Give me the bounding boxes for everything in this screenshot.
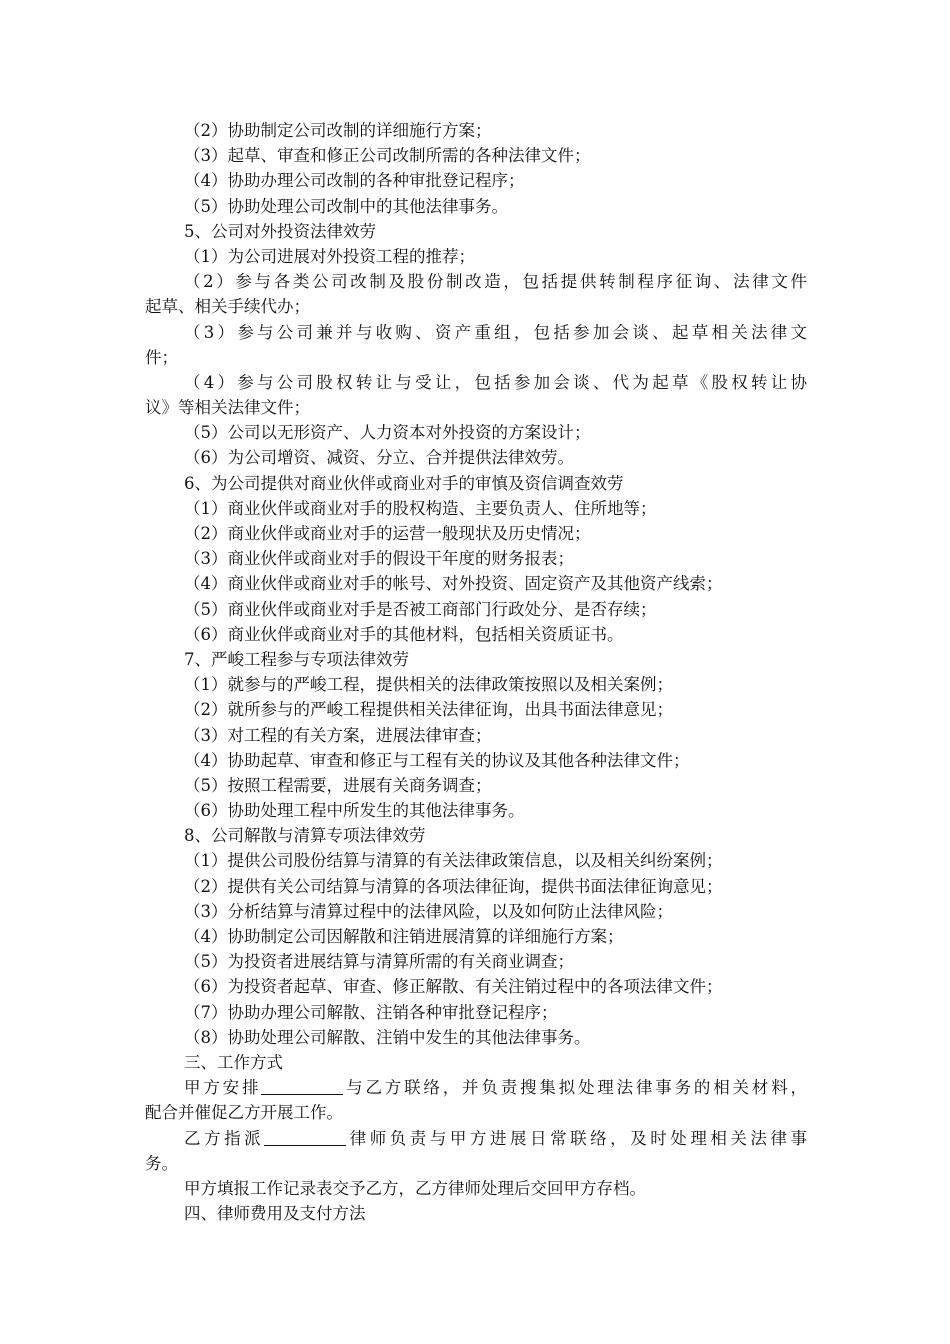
list-item: （2）参与各类公司改制及股份制改造，包括提供转制程序征询、法律文件: [184, 272, 807, 292]
list-item: （3）参与公司兼并与收购、资产重组，包括参加会谈、起草相关法律文: [184, 322, 807, 342]
list-item: （3）对工程的有关方案，进展法律审查；: [184, 725, 492, 745]
list-item: （5）协助处理公司改制中的其他法律事务。: [184, 196, 508, 216]
list-item: （3）商业伙伴或商业对手的假设干年度的财务报表；: [184, 549, 574, 569]
list-item: （1）提供公司股份结算与清算的有关法律政策信息，以及相关纠纷案例；: [184, 851, 723, 871]
list-item: （4）商业伙伴或商业对手的帐号、对外投资、固定资产及其他资产线索；: [184, 574, 723, 594]
section-heading: 四、律师费用及支付方法: [184, 1204, 366, 1224]
list-item: （6）为公司增资、减资、分立、合并提供法律效劳。: [184, 448, 574, 468]
text-fragment: 甲方安排: [184, 1078, 262, 1098]
text-fragment: 乙方指派: [184, 1128, 265, 1148]
list-item: （4）协助起草、审查和修正与工程有关的协议及其他各种法律文件；: [184, 750, 690, 770]
list-item: （3）起草、审查和修正公司改制所需的各种法律文件；: [184, 146, 591, 166]
list-item: （5）公司以无形资产、人力资本对外投资的方案设计；: [184, 423, 591, 443]
list-item-continuation: 件；: [145, 347, 178, 367]
list-item: （1）为公司进展对外投资工程的推荐；: [184, 246, 475, 266]
paragraph-work-record: 甲方填报工作记录表交予乙方，乙方律师处理后交回甲方存档。: [184, 1178, 646, 1198]
document-body: [145, 118, 807, 1075]
list-item: （5）为投资者进展结算与清算所需的有关商业调查；: [184, 952, 574, 972]
section-heading: 8、公司解散与清算专项法律效劳: [184, 826, 426, 846]
list-item: （3）分析结算与清算过程中的法律风险，以及如何防止法律风险；: [184, 901, 673, 921]
section-heading: 三、工作方式: [184, 1052, 283, 1072]
list-item-continuation: 议》等相关法律文件；: [145, 398, 310, 418]
list-item: （5）按照工程需要，进展有关商务调查；: [184, 775, 492, 795]
fill-in-blank: [261, 1077, 343, 1095]
paragraph-continuation: 务。: [145, 1153, 178, 1173]
list-item: （8）协助处理公司解散、注销中发生的其他法律事务。: [184, 1027, 591, 1047]
list-item: （6）为投资者起草、审查、修正解散、有关注销过程中的各项法律文件；: [184, 977, 723, 997]
list-item: （2）协助制定公司改制的详细施行方案；: [184, 121, 492, 140]
paragraph-contact-a: [145, 1075, 807, 1100]
list-item: （6）协助处理工程中所发生的其他法律事务。: [184, 801, 525, 821]
list-item: （4）协助制定公司因解散和注销进展清算的详细施行方案；: [184, 927, 624, 946]
list-item: （1）就参与的严峻工程，提供相关的法律政策按照以及相关案例；: [184, 675, 673, 695]
list-item-continuation: 起草、相关手续代办；: [145, 297, 310, 317]
list-item: （1）商业伙伴或商业对手的股权构造、主要负责人、住所地等；: [184, 498, 657, 518]
text-fragment: 律师负责与甲方进展日常联络，及时处理相关法律事: [346, 1128, 807, 1148]
list-item: （6）商业伙伴或商业对手的其他材料，包括相关资质证书。: [184, 624, 624, 644]
document-page: [145, 118, 807, 1226]
list-item: （5）商业伙伴或商业对手是否被工商部门行政处分、是否存续；: [184, 599, 657, 619]
text-fragment: 与乙方联络，并负责搜集拟处理法律事务的相关材料，: [343, 1078, 807, 1098]
section-heading: 6、为公司提供对商业伙伴或商业对手的审慎及资信调查效劳: [184, 473, 624, 493]
section-heading: 5、公司对外投资法律效劳: [184, 221, 376, 241]
paragraph-contact-b: [145, 1126, 807, 1151]
list-item: （7）协助办理公司解散、注销各种审批登记程序；: [184, 1002, 558, 1022]
list-item: （4）协助办理公司改制的各种审批登记程序；: [184, 171, 525, 191]
list-item: （4）参与公司股权转让与受让，包括参加会谈、代为起草《股权转让协: [184, 372, 807, 392]
list-item: （2）提供有关公司结算与清算的各项法律征询，提供书面法律征询意见；: [184, 876, 723, 896]
section-heading: 7、严峻工程参与专项法律效劳: [184, 649, 409, 669]
fill-in-blank: [264, 1128, 346, 1146]
paragraph-continuation: 配合并催促乙方开展工作。: [145, 1103, 343, 1123]
list-item: （2）就所参与的严峻工程提供相关法律征询，出具书面法律意见；: [184, 700, 673, 720]
list-item: （2）商业伙伴或商业对手的运营一般现状及历史情况；: [184, 524, 591, 543]
